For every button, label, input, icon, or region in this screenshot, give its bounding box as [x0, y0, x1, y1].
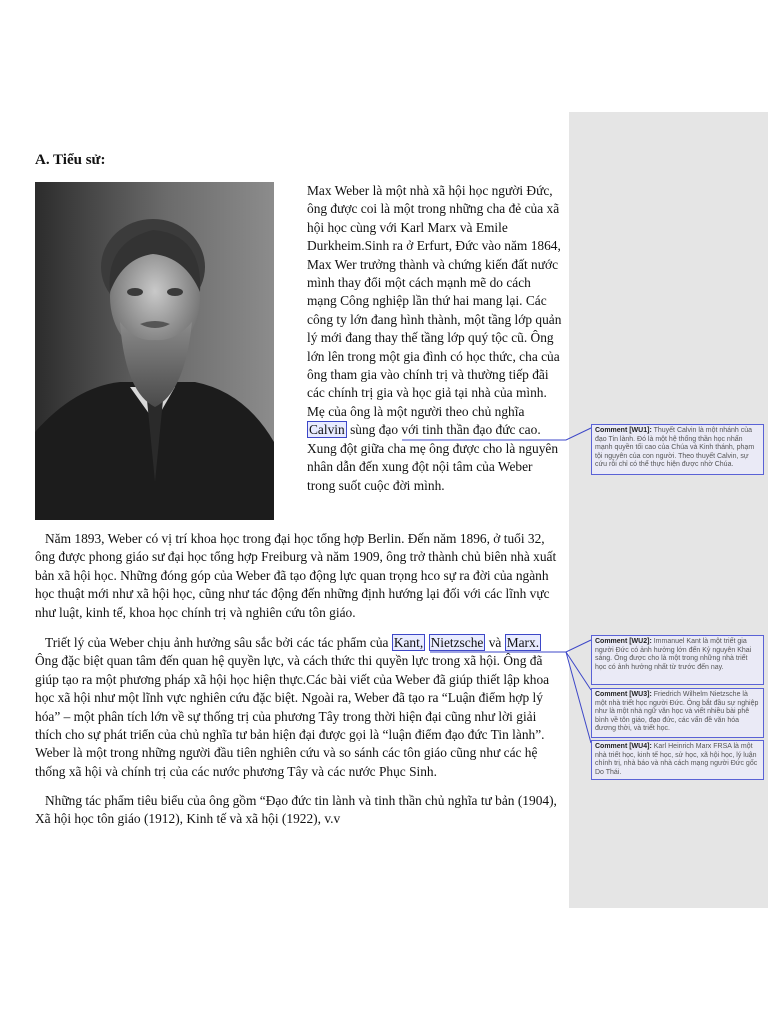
- philosophy-conjunction: và: [485, 635, 505, 650]
- comment-text: Immanuel Kant là một triết gia người Đức có ảnh hưởng lớn đến Kỷ nguyên Khai sáng. Ông được cho là một trong những nhà triết học có ảnh hưởng nhất từ trước đến nay.: [595, 638, 752, 671]
- comment-anchor-calvin[interactable]: Calvin: [309, 422, 345, 438]
- comment-text: Karl Heinrich Marx FRSA là một nhà triết học, kinh tế học, sử học, xã hội học, lý luận chính trị, nhà báo và nhà cách mạng người Đức gốc Do Thái.: [595, 743, 758, 776]
- intro-paragraph: [307, 182, 562, 495]
- paragraph-career: Năm 1893, Weber có vị trí khoa học trong đại học tổng hợp Berlin. Đến năm 1896, ở tuổi 32, ông được phong giáo sư đại học tổng hợp Freiburg và năm 1909, ông trở thành chủ biên nhà xuất bản xã hội học. Những đóng góp của Weber đã tạo động lực quan trọng hco sự ra đời của ngành học thuật mới như xã hội học, cũng như tác động đến những định hướng lại đối với các lĩnh vực như luật, kinh tế, khoa học chính trị và nghiên cứu tôn giáo.: [35, 531, 557, 620]
- comment-label: Comment [WU3]:: [595, 691, 652, 698]
- comment-text: Thuyết Calvin là một nhánh của đạo Tin lành. Đó là một hệ thống thần học nhấn mạnh quyền tối cao của Chúa và Kinh thánh, phạm tội nguyên của con người. Theo thuyết Calvin, sự cứu rỗi chỉ có thể thực hiện được nhờ Chúa.: [595, 427, 755, 469]
- comment-label: Comment [WU2]:: [595, 638, 652, 645]
- max-weber-portrait: [35, 182, 274, 520]
- comment-text: Friedrich Wilhelm Nietzsche là một nhà triết học người Đức. Ông bắt đầu sự nghiệp như là một nhà ngữ văn học và viết nhiều bài phê bình về tôn giáo, đạo đức, các vấn đề văn hóa đương thời, và triết học.: [595, 691, 759, 733]
- comment-anchor-marx[interactable]: Marx.: [506, 635, 540, 650]
- section-heading: A. Tiểu sử:: [35, 152, 106, 168]
- intro-text-before: Max Weber là một nhà xã hội học người Đức, ông được coi là một trong những cha đẻ của xã hội học cùng với Karl Marx và Emile Durkheim.Sinh ra ở Erfurt, Đức vào năm 1864, Max Wer trưởng thành và chứng kiến đất nước mình thay đổi một cách mạnh mẽ do cách mạng Công nghiệp lần thứ hai mang lại. Các công ty lớn đang hình thành, một tầng lớp quản lý mới đang thay thế tầng lớp quý tộc cũ. Ông lớn lên trong một gia đình có học thức, cha của ông tham gia vào chính trị và thường tiếp đãi các chính trị gia và học giả tại nhà của mình. Mẹ của ông là một người theo chủ nghĩa: [307, 183, 562, 419]
- comment-anchor-kant[interactable]: Kant,: [393, 635, 424, 650]
- paragraph-works: Những tác phẩm tiêu biểu của ông gồm “Đạo đức tin lành và tinh thần chủ nghĩa tư bản (1904), Xã hội học tôn giáo (1912), Kinh tế và xã hội (1922), v.v: [35, 793, 557, 827]
- intro-text-after: sùng đạo với tinh thần đạo đức cao. Xung đột giữa cha mẹ ông được cho là nguyên nhân dẫn đến xung đột nội tâm của Weber trong suốt cuộc đời mình.: [307, 422, 559, 493]
- comment-label: Comment [WU4]:: [595, 743, 652, 750]
- comment-wu3[interactable]: [591, 688, 764, 738]
- comment-wu2[interactable]: [591, 635, 764, 685]
- philosophy-text-after: Ông đặc biệt quan tâm đến quan hệ quyền lực, và cách thức thi quyền lực trong xã hội. Ông đã giúp tạo ra một phương pháp xã hội học hiện thực.Các bài viết của Weber đã giúp thiết lập khoa học xã hội như một lĩnh vực nghiên cứu đặc biệt. Ngoài ra, Weber đã tạo ra “Luận điểm hợp lý hóa” – một phân tích lớn về sự thống trị của phương Tây trong thời hiện đại cũng như lời giải thích cho sự phát triển của chủ nghĩa tư bản hiện đại được gọi là “luận điểm đạo đức Tin lành”. Weber là một trong những người đầu tiên nghiên cứu và so sánh các tôn giáo cũng như các hệ thống xã hội và chính trị của các nước phương Tây và các nước Phục Sinh.: [35, 653, 550, 779]
- comment-label: Comment [WU1]:: [595, 427, 652, 434]
- comment-pane: [569, 112, 768, 908]
- paragraph-philosophy: [35, 634, 557, 781]
- comment-wu1[interactable]: [591, 424, 764, 475]
- comment-anchor-nietzsche[interactable]: Nietzsche: [430, 635, 484, 650]
- comment-wu4[interactable]: [591, 740, 764, 780]
- philosophy-text-before: Triết lý của Weber chịu ảnh hưởng sâu sắc bởi các tác phẩm của: [45, 635, 392, 650]
